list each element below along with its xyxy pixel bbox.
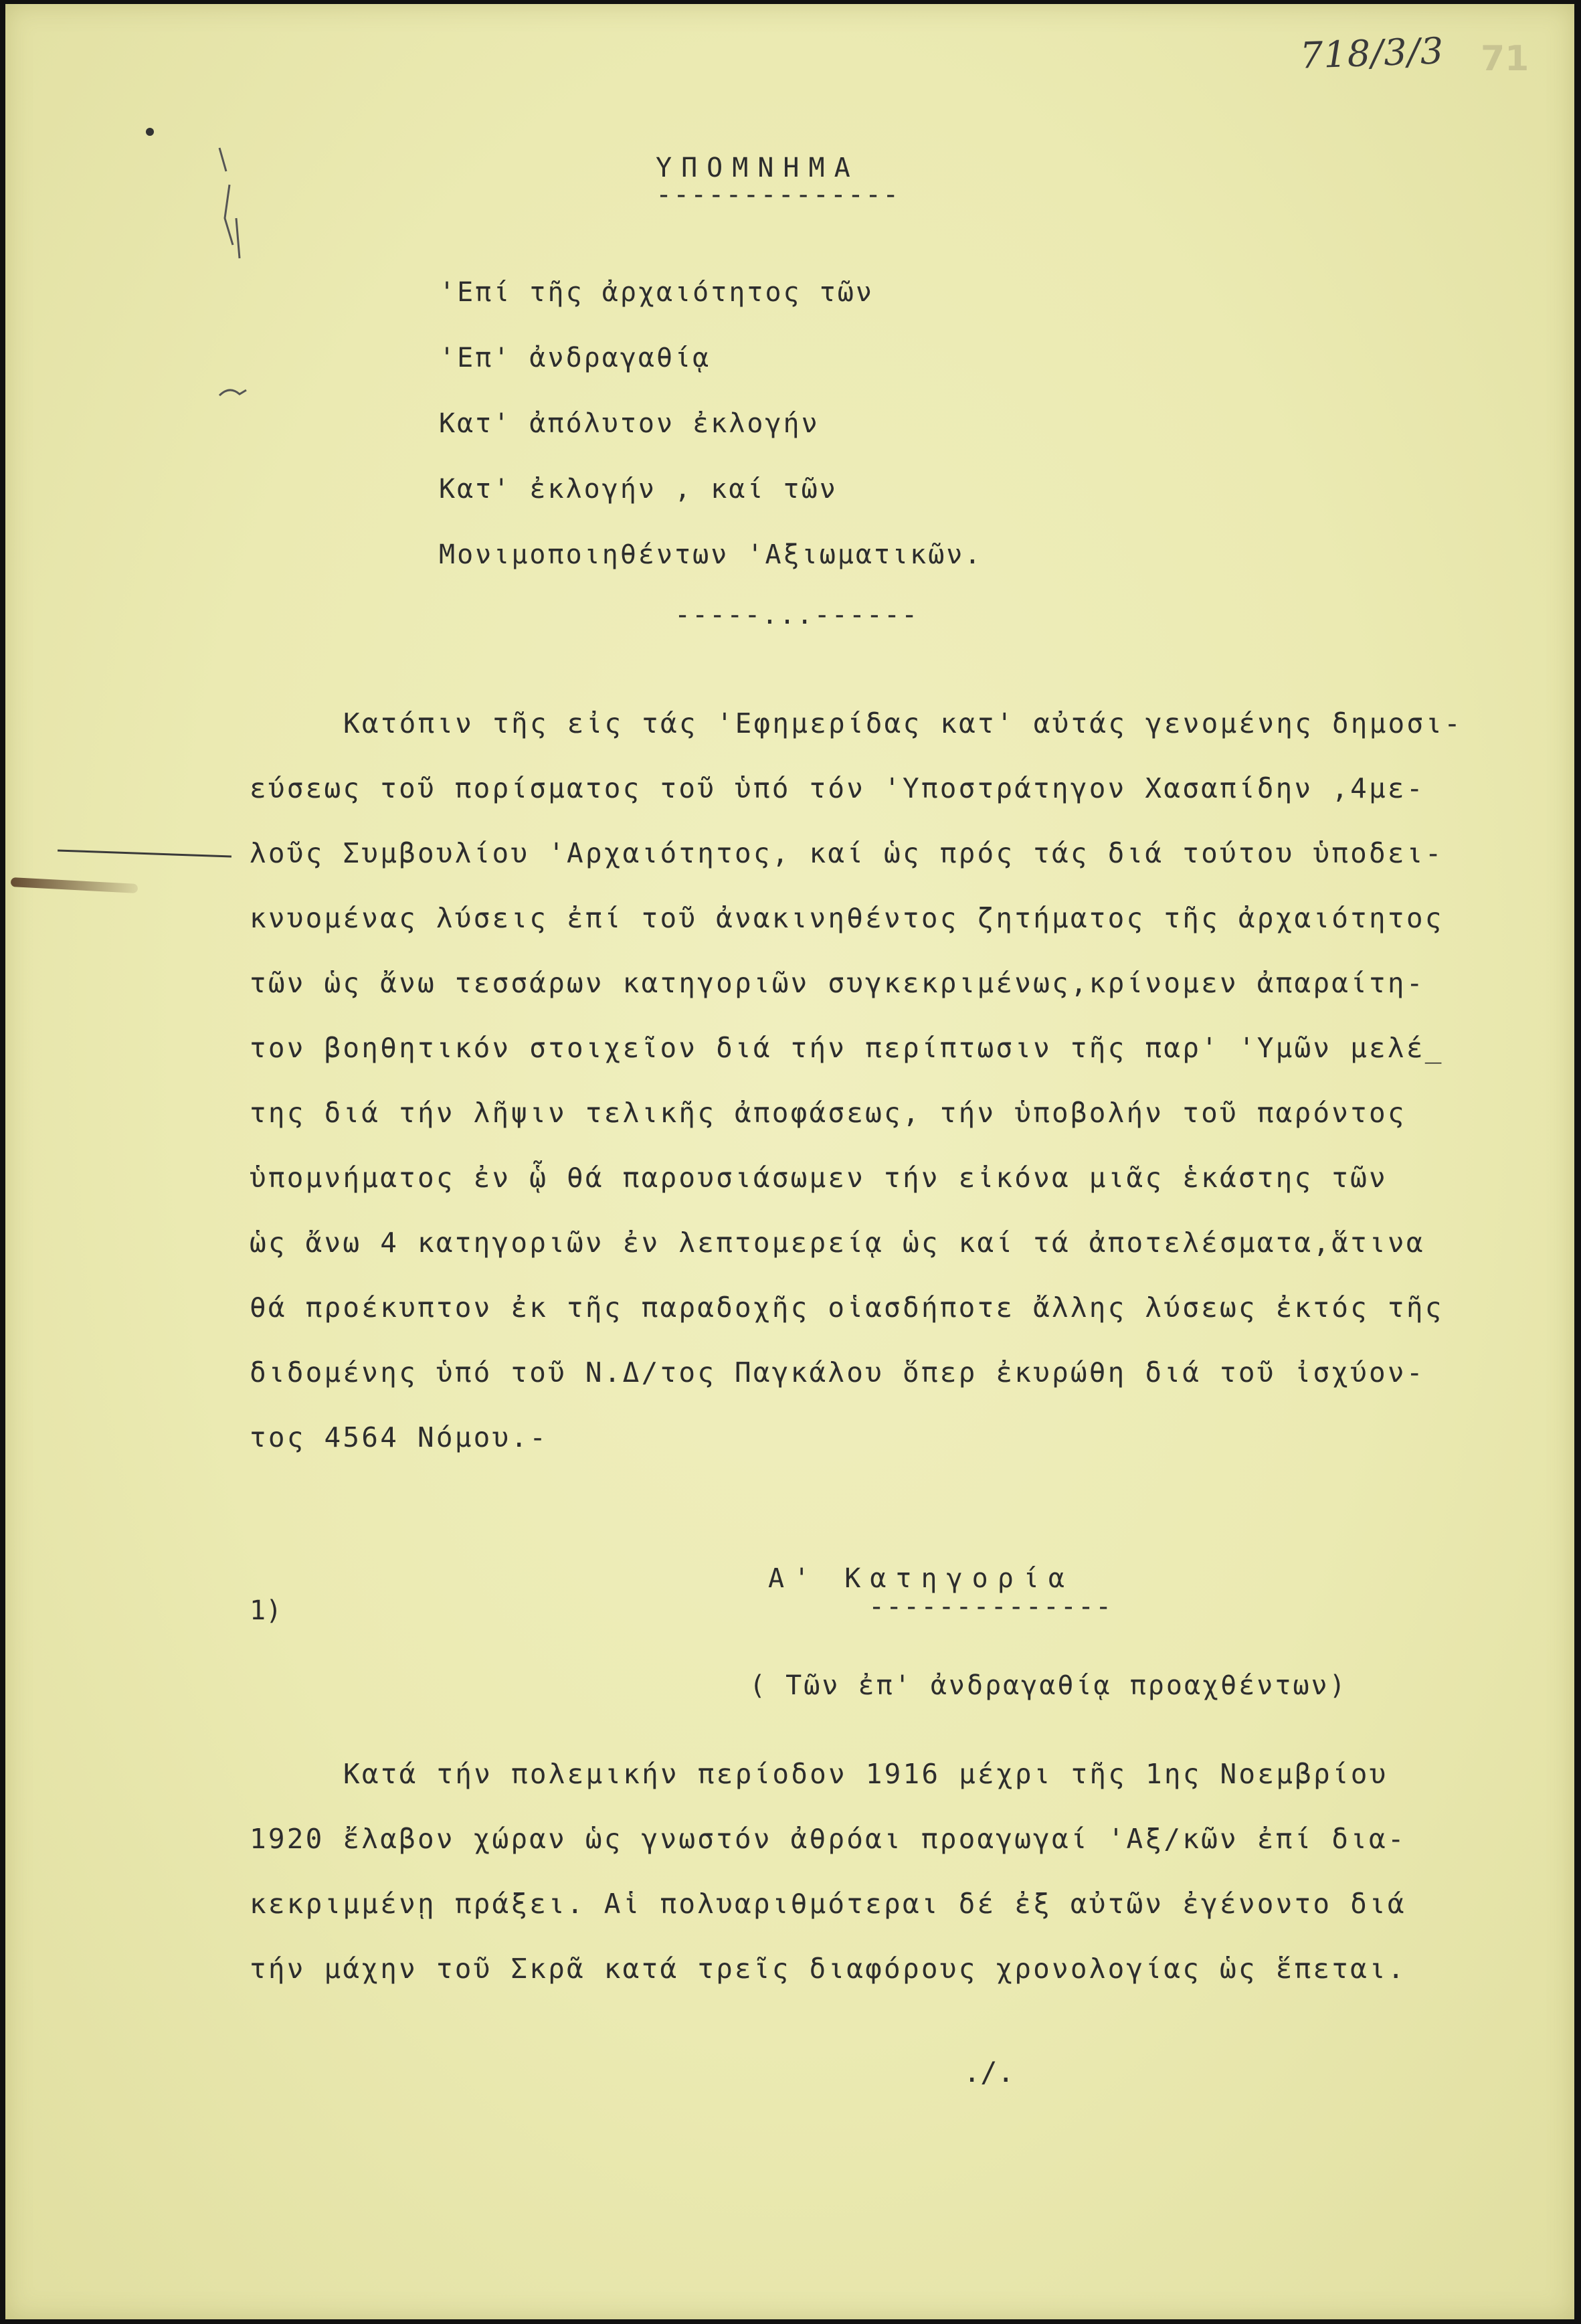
topic-line: Μονιμοποιηθέντων 'Αξιωματικῶν. [439, 539, 983, 570]
paragraph-line: εύσεως τοῦ πορίσματος τοῦ ὑπό τόν 'Υποστράτηγον Χασαπίδην ,4με- [250, 772, 1425, 804]
paragraph-line: τον βοηθητικόν στοιχεῖον διά τήν περίπτωσιν τῆς παρ' 'Υμῶν μελέ_ [250, 1032, 1444, 1064]
paragraph-line: τήν μάχην τοῦ Σκρᾶ κατά τρεῖς διαφόρους χρονολογίας ὡς ἕπεται. [250, 1953, 1406, 1985]
ink-dot [146, 128, 154, 136]
topic-line: Κατ' ἀπόλυτον ἐκλογήν [439, 408, 820, 439]
paragraph-line: κεκριμμένῃ πράξει. Αἱ πολυαριθμότεραι δέ ἐξ αὐτῶν ἐγένοντο διά [250, 1888, 1406, 1920]
paragraph-line: Κατά τήν πολεμικήν περίοδον 1916 μέχρι τῆς 1ης Νοεμβρίου [343, 1758, 1388, 1790]
pencil-mark [213, 145, 246, 265]
paragraph-line: λοῦς Συμβουλίου 'Αρχαιότητος, καί ὡς πρός τάς διά τούτου ὑποδει- [250, 837, 1444, 869]
paragraph-line: της διά τήν λῆψιν τελικῆς ἀποφάσεως, τήν ὑποβολήν τοῦ παρόντος [250, 1097, 1406, 1129]
category-subtitle: ( Τῶν ἐπ' ἀνδραγαθίᾳ προαχθέντων) [749, 1670, 1347, 1701]
paragraph-line: τῶν ὡς ἄνω τεσσάρων κατηγοριῶν συγκεκριμένως,κρίνομεν ἀπαραίτη- [250, 967, 1425, 999]
document-title: ΥΠΟΜΝΗΜΑ [656, 153, 860, 183]
title-underline: -------------- [656, 179, 901, 210]
paragraph-line: 1920 ἔλαβον χώραν ὡς γνωστόν ἀθρόαι προαγωγαί 'Αξ/κῶν ἐπί δια- [250, 1823, 1406, 1855]
section-number: 1) [250, 1595, 282, 1626]
ink-blot [11, 877, 138, 893]
category-heading: Α' Κατηγορία [768, 1563, 1074, 1594]
paragraph-line: τος 4564 Νόμου.- [250, 1421, 549, 1453]
paragraph-line: θά προέκυπτον ἐκ τῆς παραδοχῆς οἱασδήποτε ἄλλης λύσεως ἐκτός τῆς [250, 1291, 1444, 1324]
faded-stamp: 71 [1481, 39, 1529, 79]
paragraph-line: Κατόπιν τῆς εἰς τάς 'Εφημερίδας κατ' αὐτάς γενομένης δημοσι- [343, 707, 1463, 739]
paragraph-line: κνυομένας λύσεις ἐπί τοῦ ἀνακινηθέντος ζητήματος τῆς ἀρχαιότητος [250, 902, 1444, 934]
continuation-mark: ./. [963, 2056, 1014, 2088]
paragraph-line: ὡς ἄνω 4 κατηγοριῶν ἐν λεπτομερείᾳ ὡς καί τά ἀποτελέσματα,ἅτινα [250, 1227, 1425, 1259]
section-separator: -----...------ [674, 600, 919, 630]
topic-line: Κατ' ἐκλογήν , καί τῶν [439, 474, 838, 505]
topic-line: 'Επί τῆς ἀρχαιότητος τῶν [439, 277, 874, 308]
topic-line: 'Επ' ἀνδραγαθίᾳ [439, 343, 711, 373]
category-underline: -------------- [868, 1591, 1113, 1622]
paragraph-line: ὑπομνήματος ἐν ᾧ θά παρουσιάσωμεν τήν εἰκόνα μιᾶς ἑκάστης τῶν [250, 1162, 1388, 1194]
margin-pen-line [58, 849, 231, 857]
archive-reference: 718/3/3 [1299, 29, 1445, 77]
pencil-mark [216, 382, 250, 402]
document-page [5, 4, 1574, 2319]
paragraph-line: διδομένης ὑπό τοῦ Ν.Δ/τος Παγκάλου ὅπερ ἐκυρώθη διά τοῦ ἰσχύον- [250, 1356, 1425, 1389]
